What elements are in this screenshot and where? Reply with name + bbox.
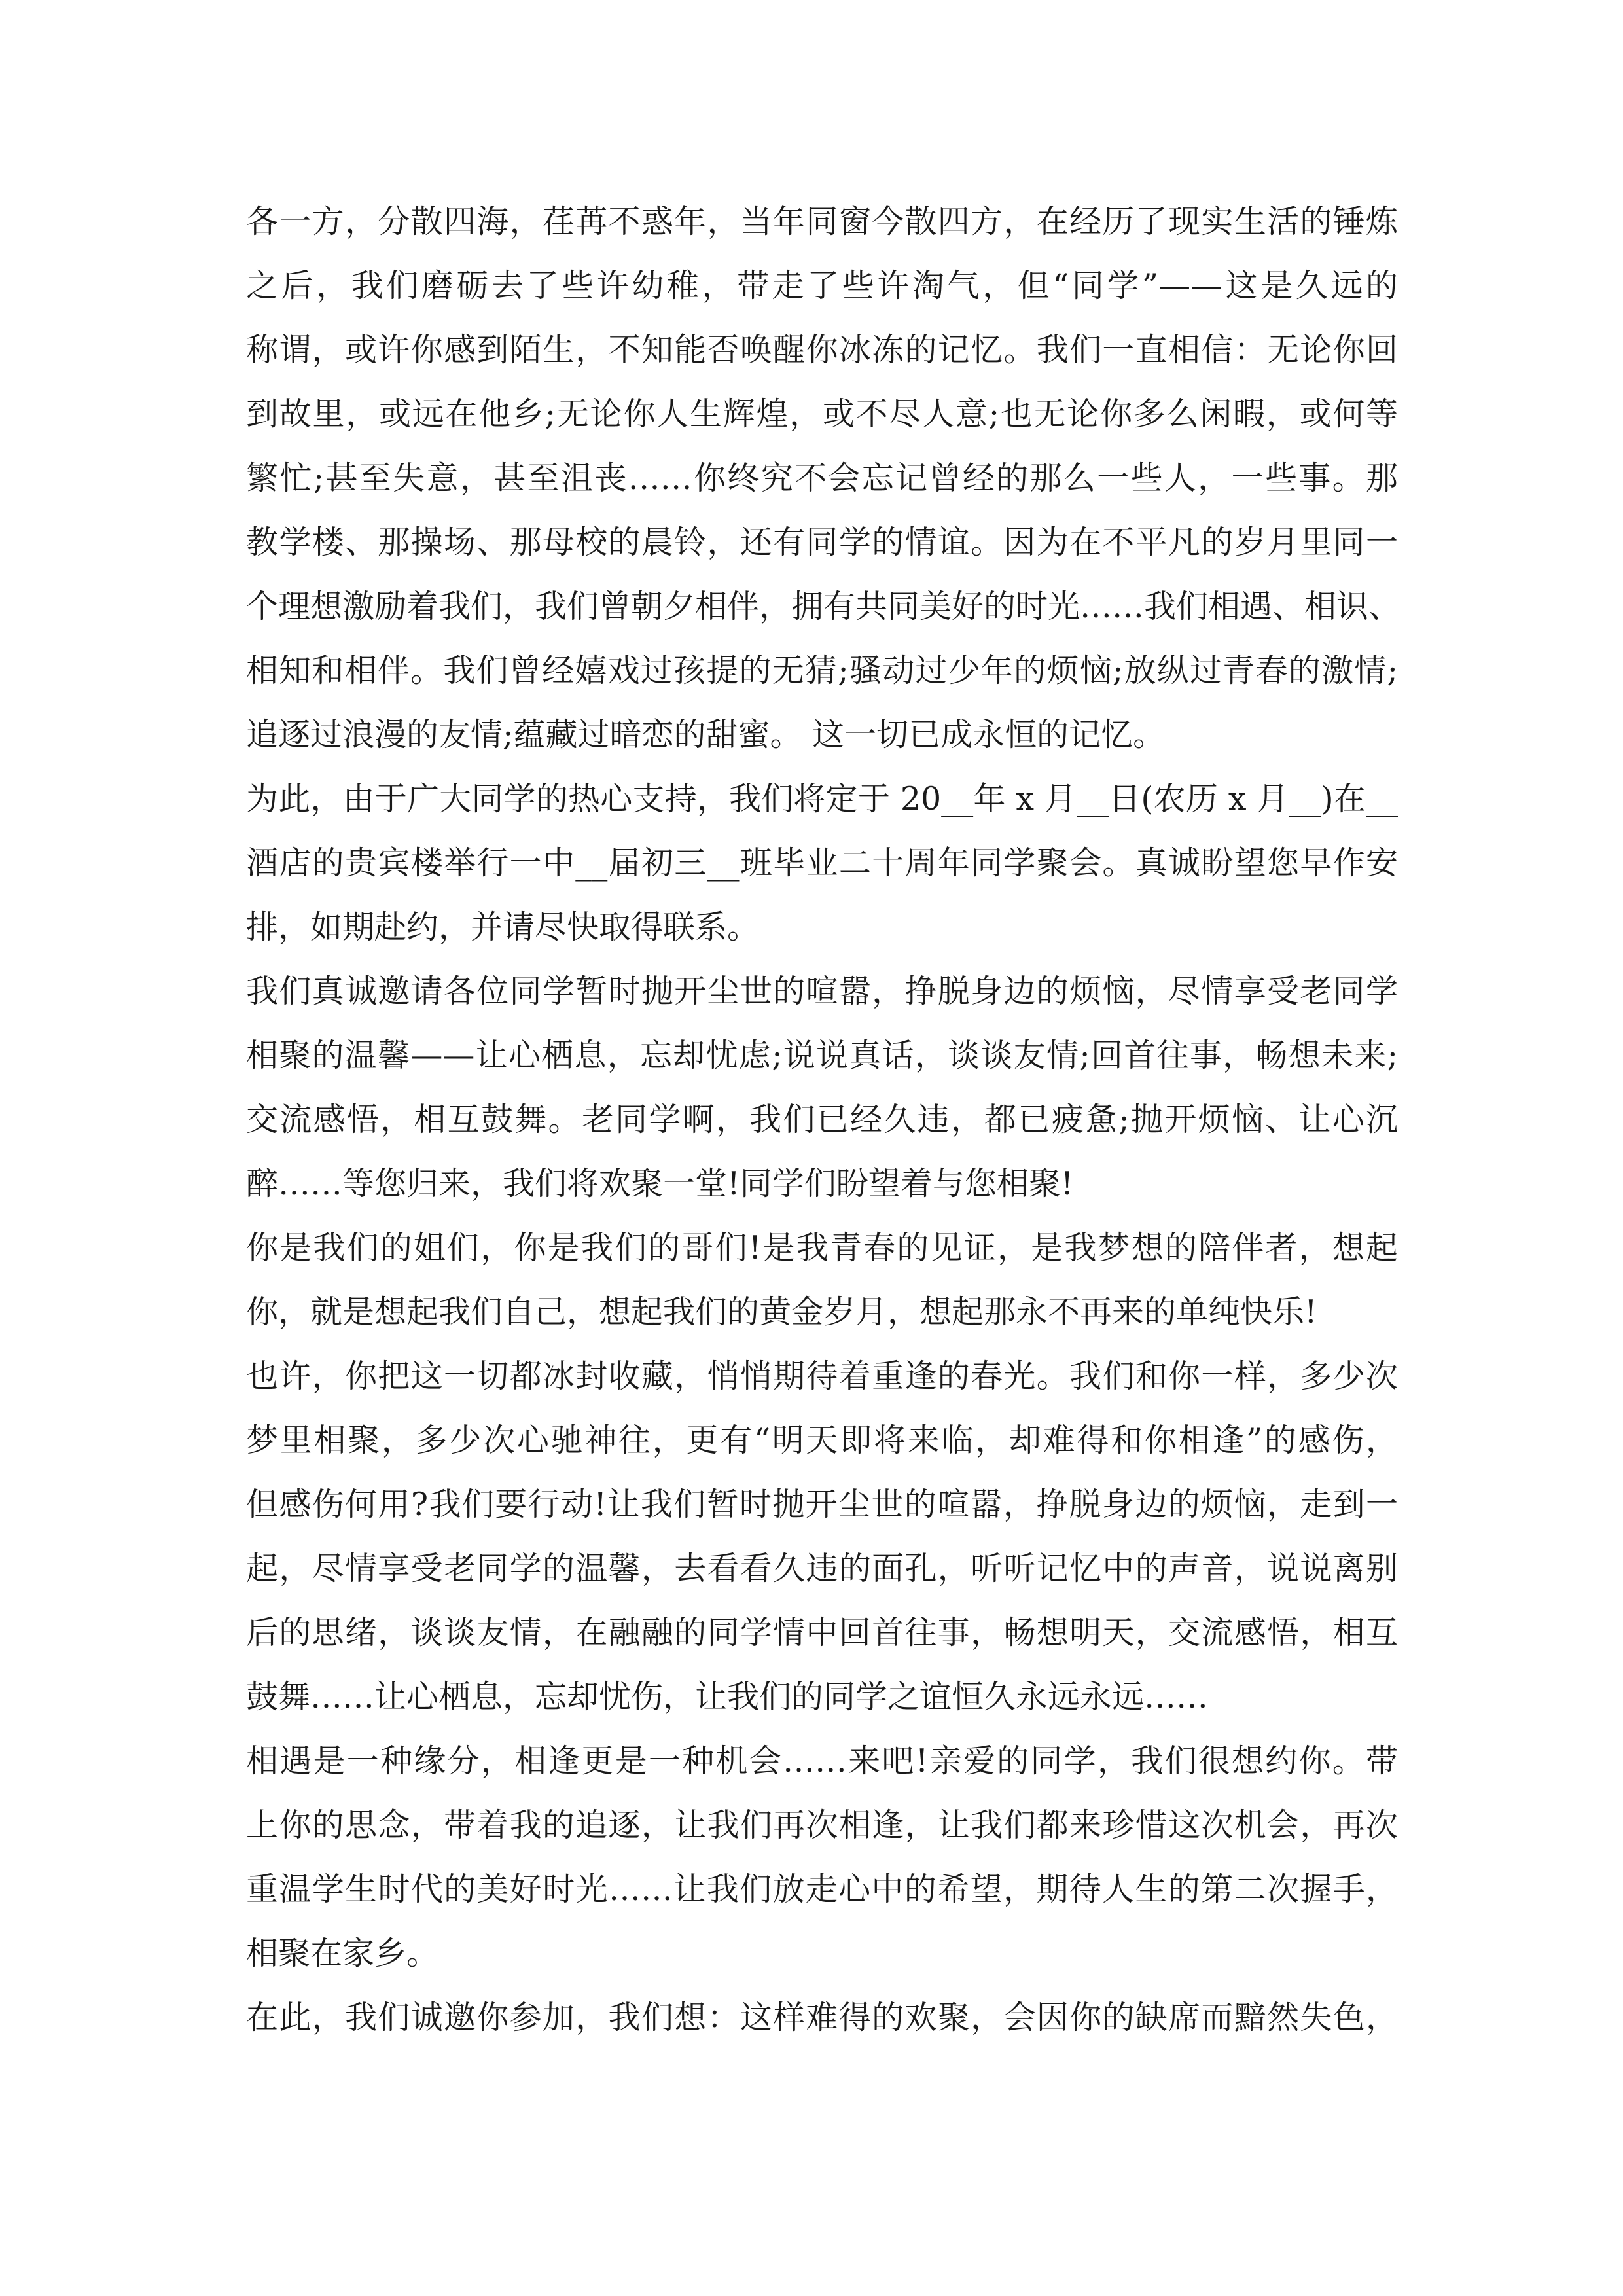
- text-line: 鼓舞……让心栖息，忘却忧伤，让我们的同学之谊恒久永远永远……: [246, 1678, 1209, 1715]
- document-body: [246, 190, 1401, 2050]
- text-line: 各一方，分散四海，荏苒不惑年，当年同窗今散四方，在经历了现实生活的锤炼: [246, 203, 1398, 240]
- text-line: 但感伤何用?我们要行动!让我们暂时抛开尘世的喧嚣，挣脱身边的烦恼，走到一: [246, 1486, 1398, 1523]
- text-line: 相聚在家乡。: [246, 1935, 439, 1972]
- text-line: 繁忙;甚至失意，甚至沮丧……你终究不会忘记曾经的那么一些人，一些事。那: [246, 459, 1398, 497]
- paragraph-event-details: [246, 767, 1398, 960]
- text-line: 后的思绪，谈谈友情，在融融的同学情中回首往事，畅想明天，交流感悟，相互: [246, 1614, 1398, 1651]
- text-line: 也许，你把这一切都冰封收藏，悄悄期待着重逢的春光。我们和你一样，多少次: [246, 1357, 1398, 1395]
- text-line: 醉……等您归来，我们将欢聚一堂!同学们盼望着与您相聚!: [246, 1165, 1074, 1202]
- paragraph-reunion-hope: [246, 1344, 1398, 1729]
- paragraph-memories: [246, 190, 1401, 767]
- text-line: 到故里，或远在他乡;无论你人生辉煌，或不尽人意;也无论你多么闲暇，或何等: [246, 395, 1398, 433]
- paragraph-closing: [246, 1986, 1398, 2050]
- text-line: 上你的思念，带着我的追逐，让我们再次相逢，让我们都来珍惜这次机会，再次: [246, 1806, 1398, 1844]
- paragraph-friends: [246, 1216, 1398, 1344]
- text-line: 你，就是想起我们自己，想起我们的黄金岁月，想起那永不再来的单纯快乐!: [246, 1293, 1317, 1331]
- text-line: 个理想激励着我们，我们曾朝夕相伴，拥有共同美好的时光……我们相遇、相识、: [246, 588, 1401, 625]
- text-line: 相知和相伴。我们曾经嬉戏过孩提的无猜;骚动过少年的烦恼;放纵过青春的激情;: [246, 652, 1398, 689]
- text-line: 起，尽情享受老同学的温馨，去看看久违的面孔，听听记忆中的声音，说说离别: [246, 1550, 1398, 1587]
- text-line: 排，如期赴约，并请尽快取得联系。: [246, 908, 760, 946]
- text-line: 为此，由于广大同学的热心支持，我们将定于 20__年 x 月__日(农历 x 月__)在__: [246, 780, 1398, 817]
- text-line: 相聚的温馨——让心栖息，忘却忧虑;说说真话，谈谈友情;回首往事，畅想未来;: [246, 1037, 1398, 1074]
- text-line: 酒店的贵宾楼举行一中__届初三__班毕业二十周年同学聚会。真诚盼望您早作安: [246, 844, 1398, 882]
- paragraph-invitation: [246, 960, 1398, 1216]
- paragraph-encounter: [246, 1729, 1398, 1986]
- text-line: 你是我们的姐们，你是我们的哥们!是我青春的见证，是我梦想的陪伴者，想起: [246, 1229, 1398, 1266]
- text-line: 梦里相聚，多少次心驰神往，更有“明天即将来临，却难得和你相逢”的感伤，: [246, 1422, 1398, 1459]
- text-line: 相遇是一种缘分，相逢更是一种机会……来吧!亲爱的同学，我们很想约你。带: [246, 1742, 1398, 1780]
- text-line: 在此，我们诚邀你参加，我们想：这样难得的欢聚，会因你的缺席而黯然失色，: [246, 1999, 1398, 2036]
- text-line: 教学楼、那操场、那母校的晨铃，还有同学的情谊。因为在不平凡的岁月里同一: [246, 524, 1398, 561]
- text-line: 追逐过浪漫的友情;蕴藏过暗恋的甜蜜。 这一切已成永恒的记忆。: [246, 716, 1166, 753]
- text-line: 重温学生时代的美好时光……让我们放走心中的希望，期待人生的第二次握手，: [246, 1871, 1398, 1908]
- text-line: 交流感悟，相互鼓舞。老同学啊，我们已经久违，都已疲惫;抛开烦恼、让心沉: [246, 1101, 1398, 1138]
- text-line: 称谓，或许你感到陌生，不知能否唤醒你冰冻的记忆。我们一直相信：无论你回: [246, 331, 1398, 368]
- text-line: 我们真诚邀请各位同学暂时抛开尘世的喧嚣，挣脱身边的烦恼，尽情享受老同学: [246, 973, 1398, 1010]
- text-line: 之后，我们磨砺去了些许幼稚，带走了些许淘气，但“同学”——这是久远的: [246, 267, 1398, 304]
